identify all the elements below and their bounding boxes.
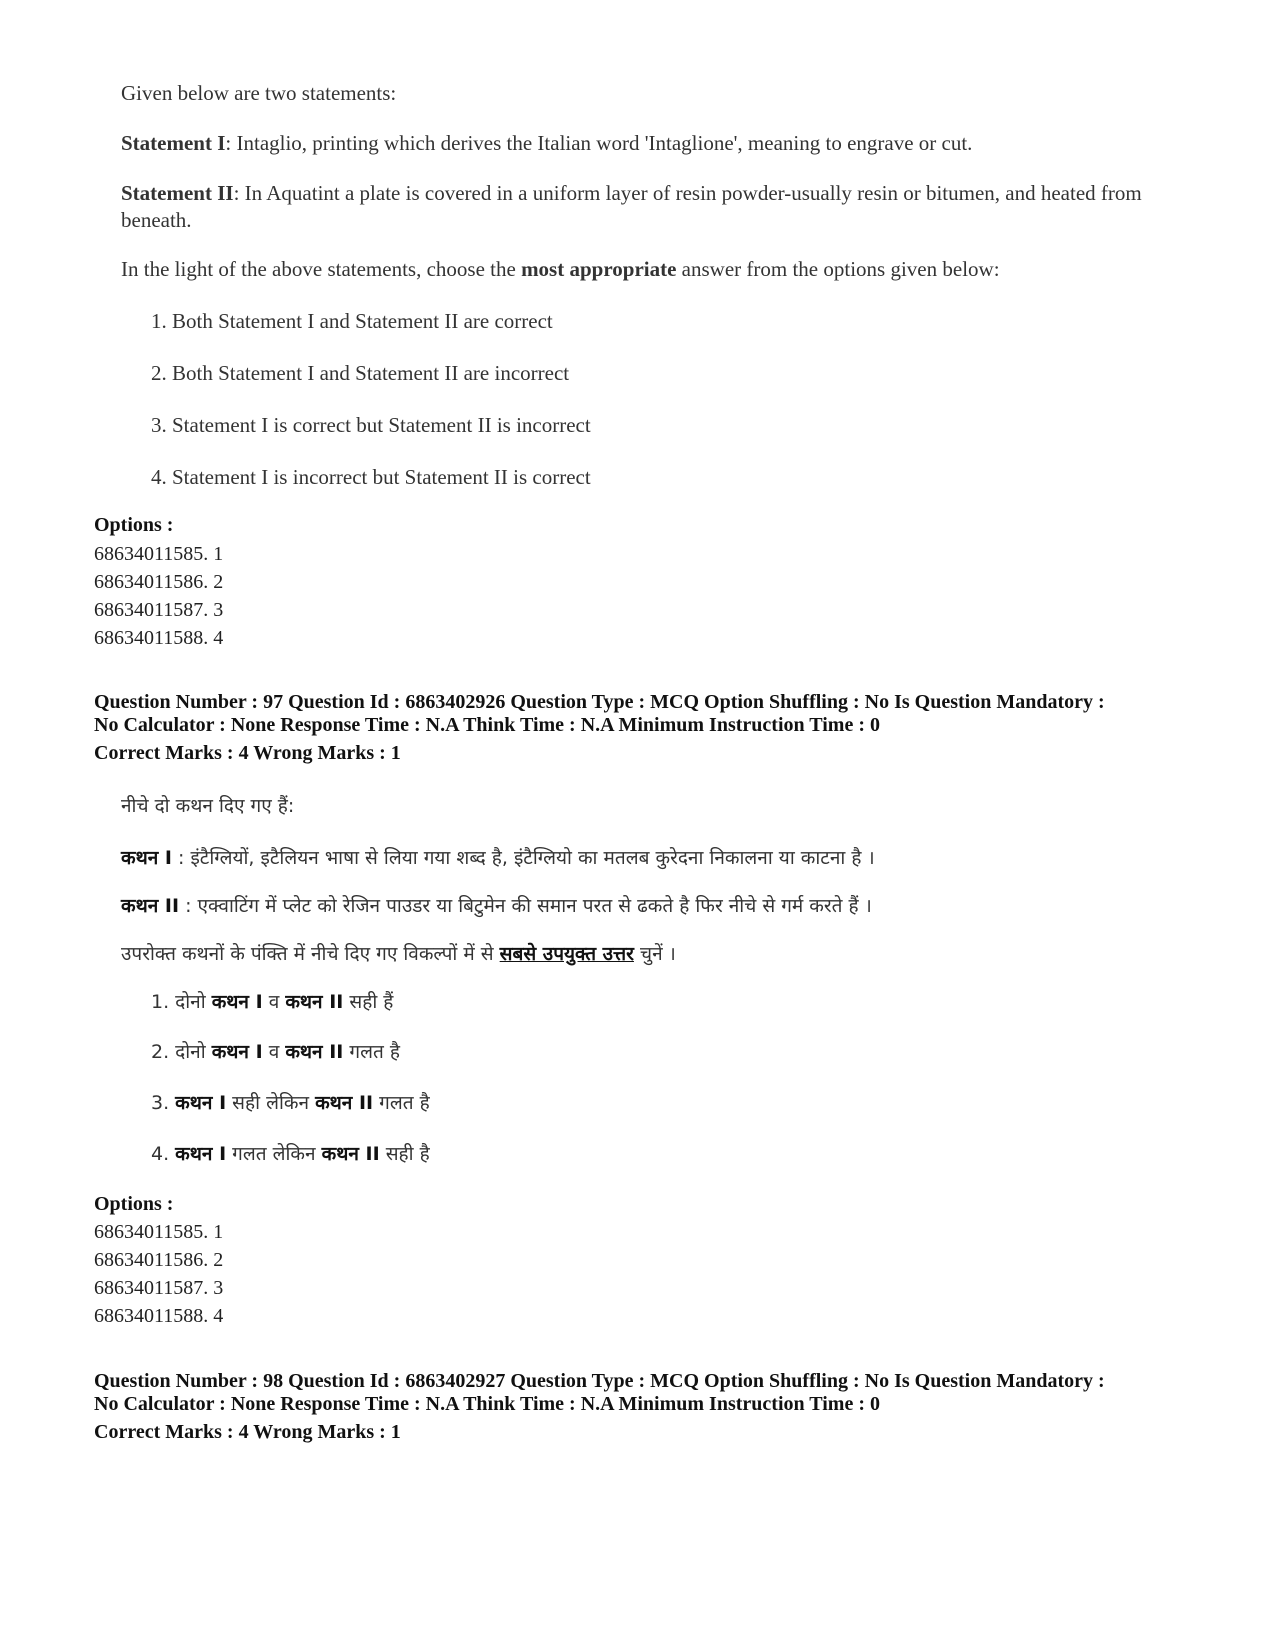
q96-statement-2-label: Statement II: [121, 181, 234, 205]
q97-statement-2-text: : एक्वाटिंग में प्लेट को रेजिन पाउडर या बिटुमेन की समान परत से ढकते है फिर नीचे से गर्म करते हैं ।: [179, 895, 872, 917]
q97-option-2: 68634011586. 2: [94, 1249, 224, 1271]
q98-meta-line-3: Correct Marks : 4 Wrong Marks : 1: [94, 1421, 401, 1443]
q97-choice-3: [151, 1089, 430, 1117]
q98-meta-line-2: No Calculator : None Response Time : N.A Think Time : N.A Minimum Instruction Time : 0: [94, 1393, 880, 1415]
q97-instruction-post: चुनें ।: [633, 943, 676, 965]
q96-instruction-pre: In the light of the above statements, choose the: [121, 257, 522, 281]
q97-option-4: 68634011588. 4: [94, 1305, 224, 1327]
q97-choice-2-end: गलत है: [343, 1041, 400, 1063]
q96-instruction: [121, 256, 1201, 283]
q97-options-label: Options :: [94, 1193, 174, 1215]
q96-statement-1-text: : Intaglio, printing which derives the Italian word 'Intaglione', meaning to engrave or cut.: [225, 131, 973, 155]
q97-choice-2-mid: व: [262, 1041, 286, 1063]
q97-instruction-pre: उपरोक्त कथनों के पंक्ति में नीचे दिए गए विकल्पों में से: [121, 943, 500, 965]
q97-choice-3-mid: सही लेकिन: [226, 1092, 316, 1114]
q96-option-3: 68634011587. 3: [94, 599, 224, 621]
q97-choice-1-num: 1. दोनो: [151, 991, 212, 1013]
q97-choice-3-b: कथन II: [315, 1092, 374, 1114]
q97-choice-4-num: 4.: [151, 1143, 176, 1165]
q96-statement-2: [121, 180, 1201, 234]
q97-option-3: 68634011587. 3: [94, 1277, 224, 1299]
q97-choice-4: [151, 1140, 430, 1168]
q96-instruction-bold: most appropriate: [521, 257, 677, 281]
q97-choice-2-a: कथन I: [211, 1041, 263, 1063]
q96-instruction-post: answer from the options given below:: [676, 257, 1000, 281]
q97-choice-1-end: सही हैं: [343, 991, 394, 1013]
q96-statement-2-text: : In Aquatint a plate is covered in a uniform layer of resin powder-usually resin or bitumen, and heated from beneath.: [121, 181, 1142, 232]
q96-option-4: 68634011588. 4: [94, 627, 224, 649]
q96-statement-1-label: Statement I: [121, 131, 226, 155]
q96-choice-1: 1. Both Statement I and Statement II are correct: [151, 309, 553, 333]
q97-choice-3-a: कथन I: [175, 1092, 227, 1114]
q97-choice-2-num: 2. दोनो: [151, 1041, 212, 1063]
q97-choice-4-end: सही है: [379, 1143, 430, 1165]
q96-option-1: 68634011585. 1: [94, 543, 224, 565]
q97-choice-4-mid: गलत लेकिन: [226, 1143, 322, 1165]
q97-statement-1: [121, 844, 1201, 872]
q97-choice-4-b: कथन II: [321, 1143, 380, 1165]
q97-choice-4-a: कथन I: [175, 1143, 227, 1165]
q97-choice-2-b: कथन II: [285, 1041, 344, 1063]
q97-meta-line-1: Question Number : 97 Question Id : 6863402926 Question Type : MCQ Option Shuffling : No Is Question Mandatory :: [94, 691, 1105, 713]
q97-statement-1-text: : इंटैग्लियों, इटैलियन भाषा से लिया गया शब्द है, इंटैग्लियो का मतलब कुरेदना निकालना या काटना है ।: [171, 847, 875, 869]
q96-choice-2: 2. Both Statement I and Statement II are incorrect: [151, 361, 570, 385]
q97-option-1: 68634011585. 1: [94, 1221, 224, 1243]
q97-choice-3-num: 3.: [151, 1092, 176, 1114]
q97-meta-line-3: Correct Marks : 4 Wrong Marks : 1: [94, 742, 401, 764]
q97-choice-1-mid: व: [262, 991, 286, 1013]
q97-statement-1-label: कथन I: [121, 847, 172, 869]
q97-choice-1: [151, 988, 393, 1016]
q97-statement-2: [121, 892, 1201, 920]
q97-choice-2: [151, 1038, 400, 1066]
q96-choice-4: 4. Statement I is incorrect but Statement II is correct: [151, 465, 591, 489]
q98-meta-line-1: Question Number : 98 Question Id : 6863402927 Question Type : MCQ Option Shuffling : No Is Question Mandatory :: [94, 1370, 1105, 1392]
q97-intro: नीचे दो कथन दिए गए हैं:: [121, 795, 295, 817]
q96-options-label: Options :: [94, 514, 174, 536]
q97-choice-1-a: कथन I: [211, 991, 263, 1013]
q97-choice-1-b: कथन II: [285, 991, 344, 1013]
q97-instruction: [121, 940, 1201, 968]
q96-option-2: 68634011586. 2: [94, 571, 224, 593]
q96-choice-3: 3. Statement I is correct but Statement II is incorrect: [151, 413, 591, 437]
q96-intro: Given below are two statements:: [121, 81, 397, 105]
q96-statement-1: [121, 130, 1201, 157]
q97-instruction-bold: सबसे उपयुक्त उत्तर: [499, 943, 634, 965]
q97-meta-line-2: No Calculator : None Response Time : N.A Think Time : N.A Minimum Instruction Time : 0: [94, 714, 880, 736]
q97-choice-3-end: गलत है: [373, 1092, 430, 1114]
q97-statement-2-label: कथन II: [121, 895, 180, 917]
